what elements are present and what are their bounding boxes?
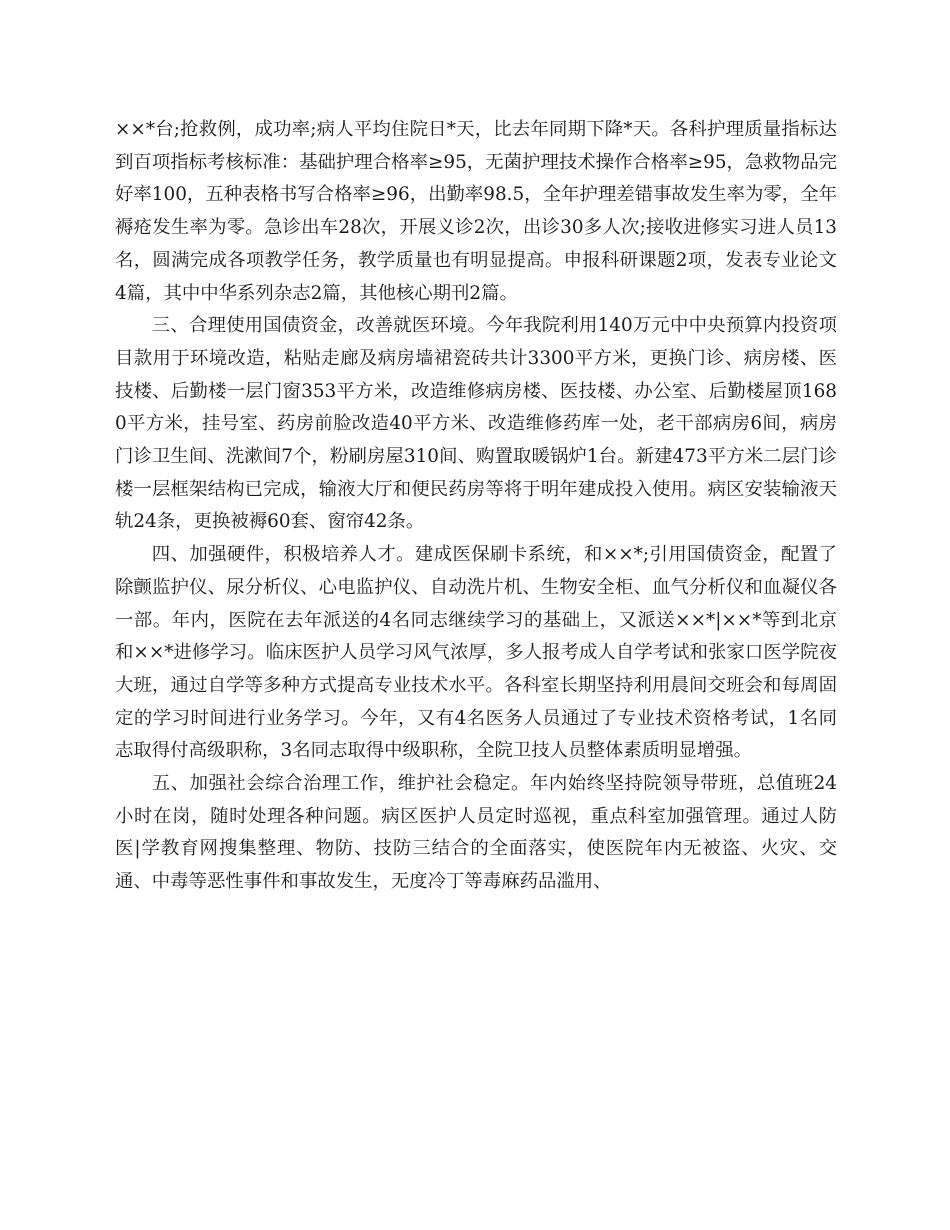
- paragraph-4: 五、加强社会综合治理工作，维护社会稳定。年内始终坚持院领导带班，总值班24小时在岗，随时处理各种问题。病区医护人员定时巡视，重点科室加强管理。通过人防医|学教育网搜集整理、物防、技防三结合的全面落实，使医院年内无被盗、火灾、交通、中毒等恶性事件和事故发生，无度冷丁等毒麻药品滥用、: [115, 773, 837, 893]
- paragraph-2: 三、合理使用国债资金，改善就医环境。今年我院利用140万元中中央预算内投资项目款用于环境改造，粘贴走廊及病房墙裙瓷砖共计3300平方米，更换门诊、病房楼、医技楼、后勤楼一层门窗353平方米，改造维修病房楼、医技楼、办公室、后勤楼屋顶1680平方米，挂号室、药房前脸改造40平方米、改造维修药库一处，老干部病房6间，病房门诊卫生间、洗漱间7个，粉刷房屋310间、购置取暖锅炉1台。新建473平方米二层门诊楼一层框架结构已完成，输液大厅和便民药房等将于明年建成投入使用。病区安装输液天轨24条，更换被褥60套、窗帘42条。: [115, 315, 837, 533]
- paragraph-3: 四、加强硬件，积极培养人才。建成医保刷卡系统，和××*;引用国债资金，配置了除颤监护仪、尿分析仪、心电监护仪、自动洗片机、生物安全柜、血气分析仪和血凝仪各一部。年内，医院在去年派送的4名同志继续学习的基础上，又派送××*|××*等到北京和××*进修学习。临床医护人员学习风气浓厚，多人报考成人自学考试和张家口医学院夜大班，通过自学等多种方式提高专业技术水平。各科室长期坚持利用晨间交班会和每周固定的学习时间进行业务学习。今年，又有4名医务人员通过了专业技术资格考试，1名同志取得付高级职称，3名同志取得中级职称，全院卫技人员整体素质明显增强。: [115, 544, 837, 762]
- document-body: [115, 114, 837, 899]
- paragraph-1: ××*台;抢救例，成功率;病人平均住院日*天，比去年同期下降*天。各科护理质量指标达到百项指标考核标准：基础护理合格率≥95，无菌护理技术操作合格率≥95，急救物品完好率100，五种表格书写合格率≥96，出勤率98.5，全年护理差错事故发生率为零，全年褥疮发生率为零。急诊出车28次，开展义诊2次，出诊30多人次;接收进修实习进人员13名，圆满完成各项教学任务，教学质量也有明显提高。申报科研课题2项，发表专业论文4篇，其中中华系列杂志2篇，其他核心期刊2篇。: [115, 119, 837, 304]
